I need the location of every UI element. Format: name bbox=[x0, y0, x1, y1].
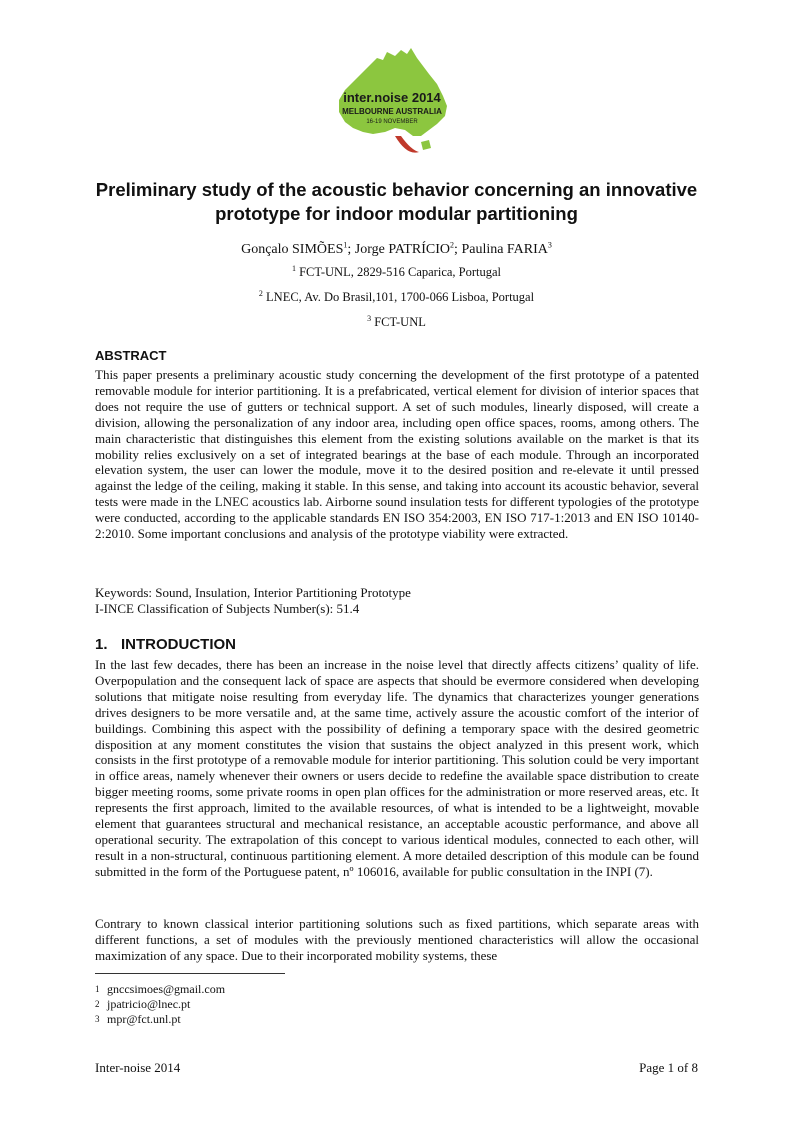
section-title: INTRODUCTION bbox=[121, 636, 236, 653]
author-mark: 1 bbox=[343, 240, 348, 250]
author-mark: 2 bbox=[450, 240, 455, 250]
author-name: Jorge PATRÍCIO bbox=[354, 242, 451, 257]
keywords: Keywords: Sound, Insulation, Interior Partitioning Prototype bbox=[95, 585, 411, 600]
affiliation-text: LNEC, Av. Do Brasil,101, 1700-066 Lisboa, Portugal bbox=[266, 290, 535, 304]
footnote-divider bbox=[95, 973, 285, 974]
footnote-mark: 1 bbox=[95, 984, 100, 994]
logo-line3: 16-19 NOVEMBER bbox=[366, 119, 418, 125]
classification: I-INCE Classification of Subjects Number(s): 51.4 bbox=[95, 601, 360, 616]
footnote bbox=[95, 997, 190, 1011]
footnote-text: mpr@fct.unl.pt bbox=[107, 1012, 181, 1026]
affiliation bbox=[60, 289, 733, 305]
footnote bbox=[95, 1012, 181, 1026]
conference-logo bbox=[325, 44, 459, 166]
tasmania-shape bbox=[421, 140, 431, 150]
footnote-text: jpatricio@lnec.pt bbox=[107, 997, 191, 1011]
section-number: 1. bbox=[95, 636, 108, 653]
affiliation-mark: 2 bbox=[258, 288, 263, 298]
logo-line1: inter.noise 2014 bbox=[343, 90, 441, 105]
abstract-heading: ABSTRACT bbox=[95, 348, 167, 363]
intro-paragraph-1: In the last few decades, there has been an increase in the noise level that directly affects citizens’ quality of life. Overpopulation and the consequent lack of space are aspects that should be evermore considered when developing solutions that mitigate noise resulting from everyday life. The dynamics that characterizes younger generations drives designers to be more versatile and, at the same time, actively assure the acoustic comfort of the interior of buildings. Combining this aspect with the possibility of defining a temporary space with the desired geometric disposition at any moment constitutes the vision that sustains the object analyzed in this present work, which consists in the first prototype of a removable module for interior partitioning. This solution could be very important in office areas, namely whenever their owners or users decide to redefine the available space distribution to create bigger meeting rooms, some private rooms in open plan offices for the administration or more reserved areas, etc. It represents the first approach, limited to the available resources, of what is intended to be a lightweight, movable element that guarantees structural and mechanical resistance, an acceptable acoustic performance, and above all operational security. The extrapolation of this concept to various identical modules, connected to each other, will result in a non-structural, continuous partitioning element. A more detailed description of this module can be found submitted in the form of the Portuguese patent, nº 106016, available for public consultation in the INPI (7). bbox=[95, 657, 699, 879]
footnote-text: gnccsimoes@gmail.com bbox=[107, 982, 226, 996]
affiliation-text: FCT-UNL, 2829-516 Caparica, Portugal bbox=[299, 265, 502, 279]
affiliation-text: FCT-UNL bbox=[374, 315, 426, 329]
affiliation bbox=[60, 314, 733, 330]
author-list: Gonçalo SIMÕES$^1$; Jorge PATRÍCIO$^2$; Paulina FARIA$^3$ bbox=[241, 240, 552, 257]
affiliation-mark: 3 bbox=[367, 313, 372, 323]
logo-line2: MELBOURNE AUSTRALIA bbox=[342, 107, 442, 116]
footnote-mark: 2 bbox=[95, 999, 100, 1009]
paper-title: Preliminary study of the acoustic behavior concerning an innovative prototype for indoor modular partitioning bbox=[95, 179, 698, 224]
footnote bbox=[95, 982, 225, 996]
affiliation bbox=[60, 264, 733, 280]
abstract-text: This paper presents a preliminary acoustic study concerning the development of the first prototype of a patented removable module for interior partitioning. It is a prefabricated, vertical element for division of interior spaces that does not require the use of gutters or technical support. A set of such modules, linearly disposed, will create a division, allowing the personalization of any indoor area, including open office spaces, rooms, among others. The main characteristic that distinguishes this element from the existing solutions available on the market is that its mobility relies exclusively on a set of integrated bearings at the base of each module. Through an incorporated elevation system, the user can lower the module, move it to the desired position and re-elevate it until pressed against the ledge of the ceiling, making it stable. In this sense, and taking into account its acoustic behavior, several tests were made in the LNEC acoustics lab. Airborne sound insulation tests for different typologies of the prototype were conducted, according to the applicable standards EN ISO 354:2003, EN ISO 717-1:2013 and EN ISO 10140-2:2010. Some important conclusions and analysis of the prototype viability were extracted. bbox=[95, 367, 699, 542]
affiliation-mark: 1 bbox=[291, 263, 296, 273]
author-mark: 3 bbox=[547, 240, 552, 250]
footer-page-number: Page 1 of 8 bbox=[639, 1060, 698, 1075]
boomerang-shape bbox=[395, 136, 419, 153]
footer-conference: Inter-noise 2014 bbox=[95, 1060, 181, 1075]
intro-paragraph-2: Contrary to known classical interior partitioning solutions such as fixed partitions, which separate areas with different functions, a set of modules with the previously mentioned characteristics will allow the occasional maximization of any space. Due to their incorporated mobility systems, these bbox=[95, 916, 699, 963]
author-name: Gonçalo SIMÕES bbox=[241, 242, 344, 257]
section-heading-introduction bbox=[95, 636, 236, 654]
footnote-mark: 3 bbox=[95, 1014, 100, 1024]
author-name: Paulina FARIA bbox=[461, 242, 548, 257]
